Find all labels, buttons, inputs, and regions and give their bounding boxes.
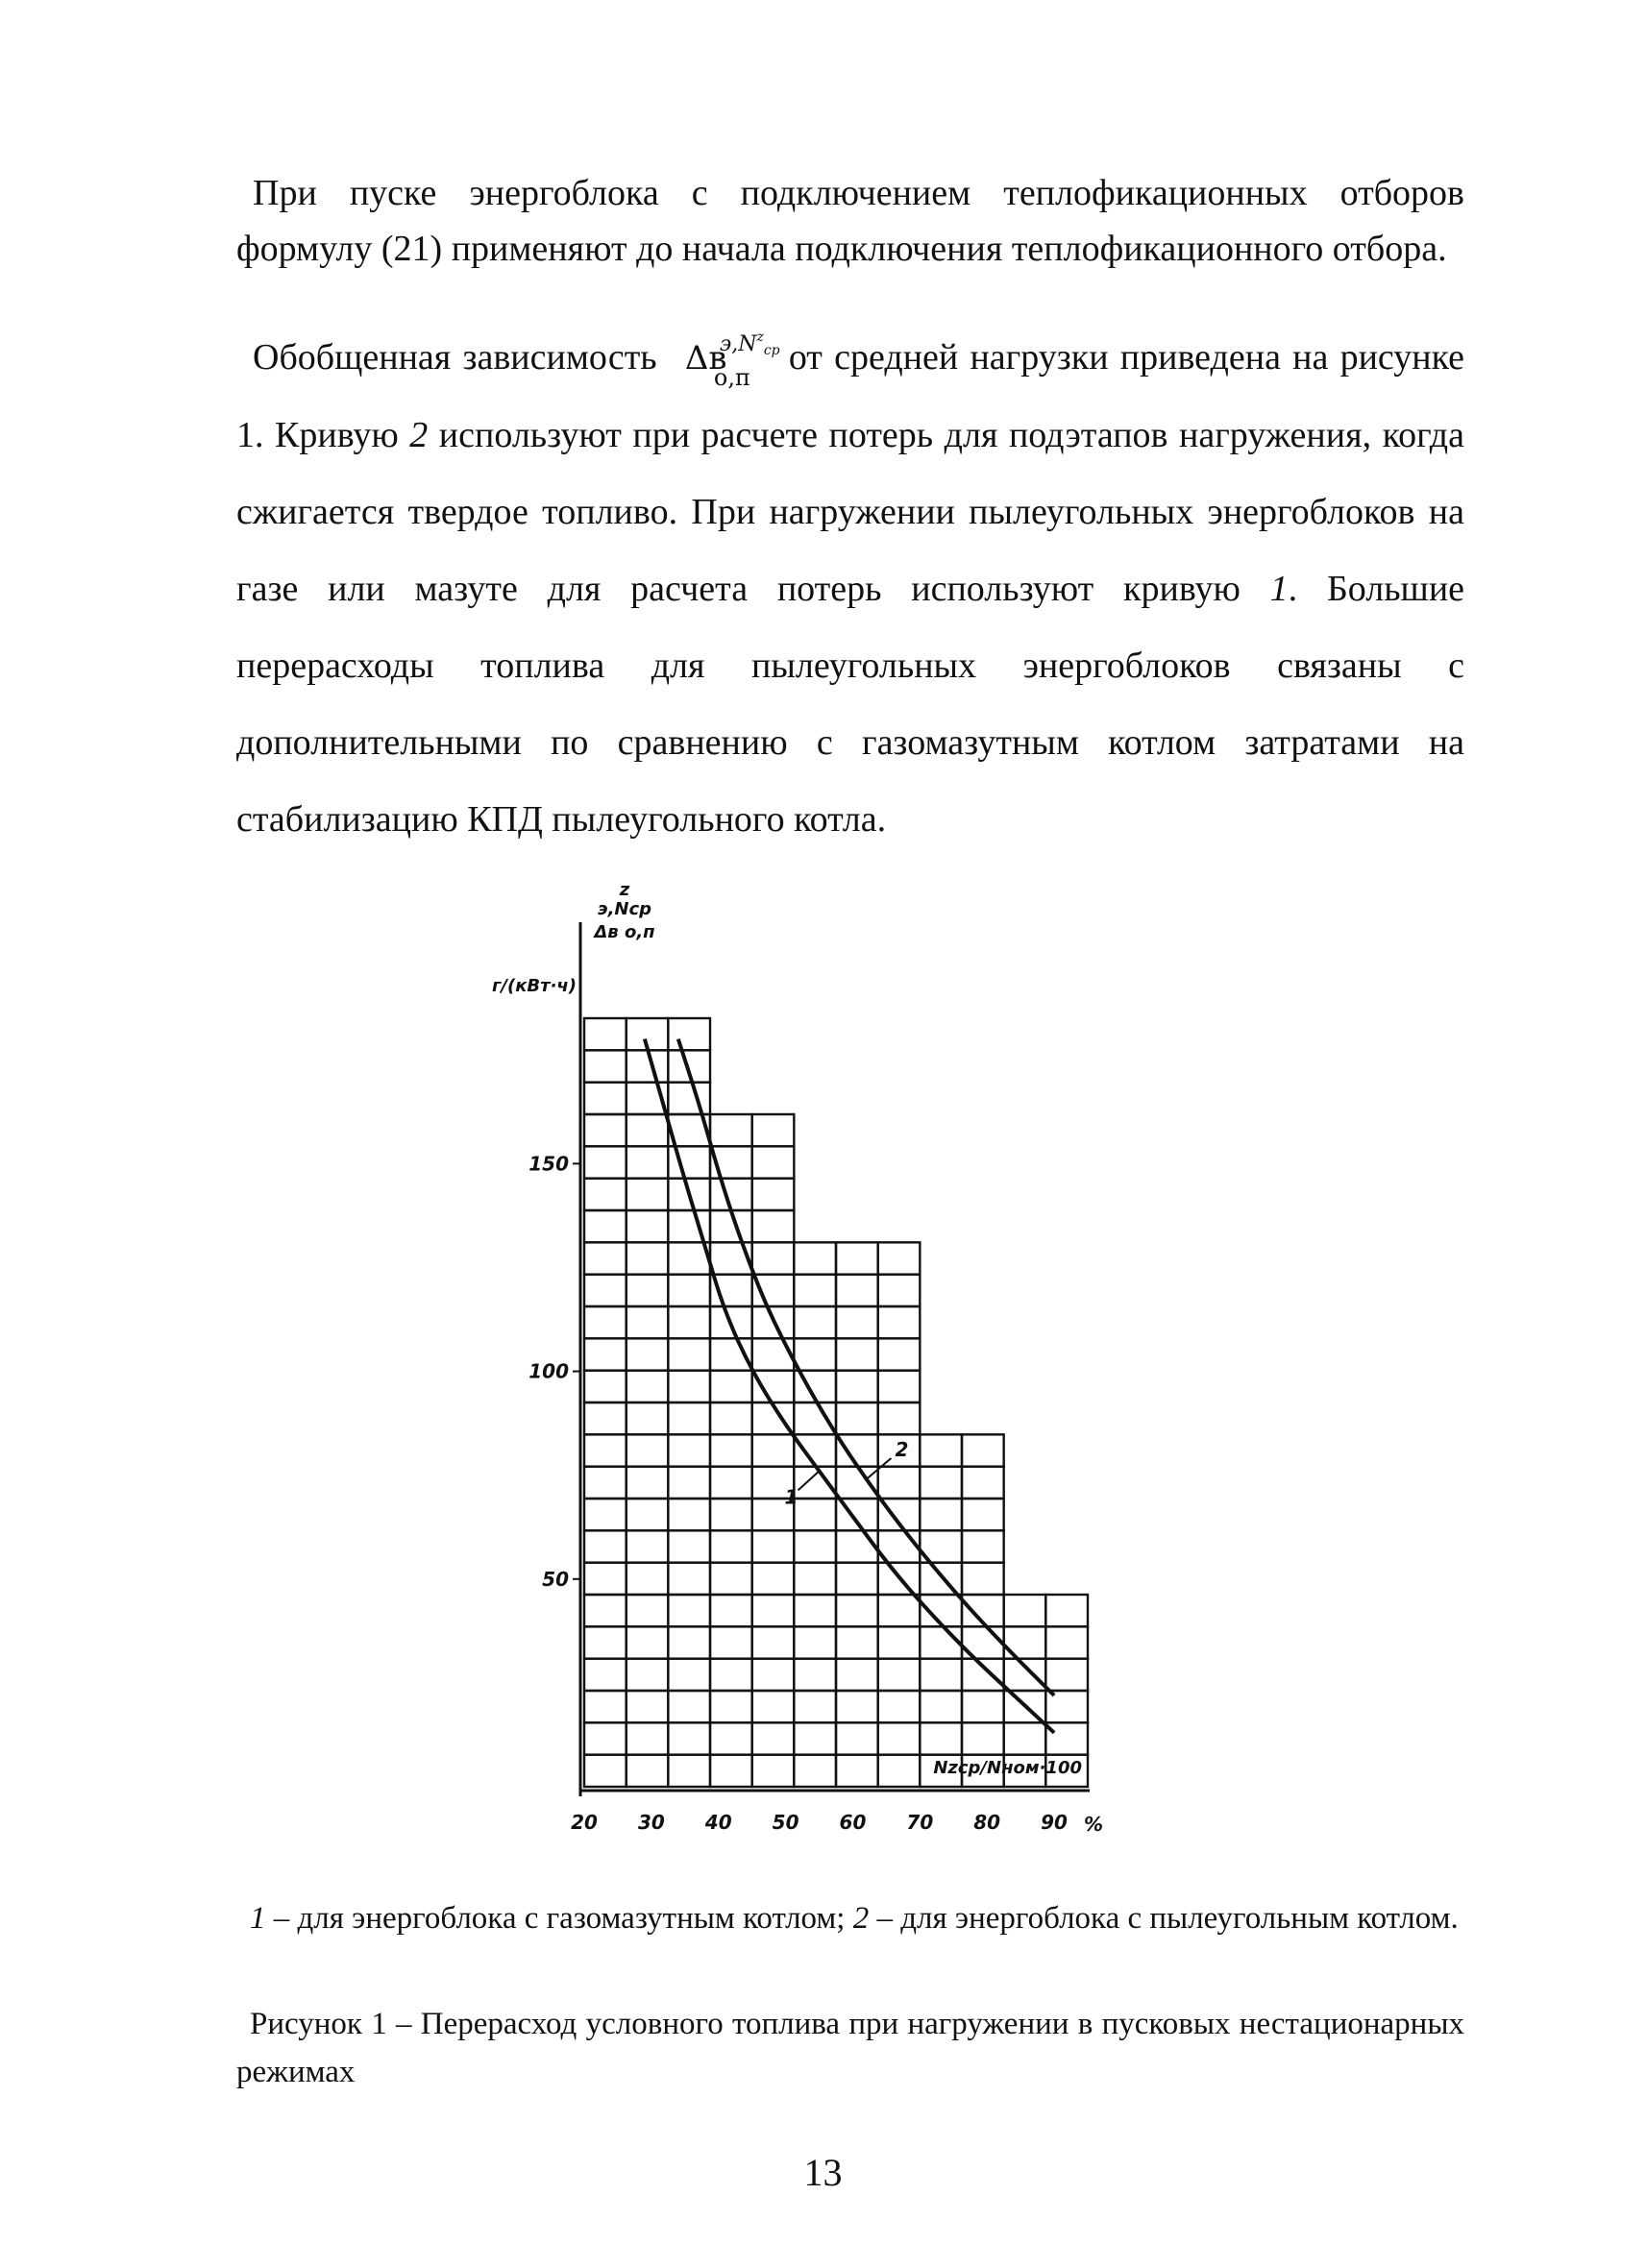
grid-cell (584, 1434, 626, 1466)
grid-cell (878, 1275, 921, 1306)
grid-cell (878, 1402, 921, 1434)
grid-cell (920, 1659, 962, 1691)
paragraph-text-d: . Большие перерасходы топлива для пылеугольных энергоблоков связаны с дополнительными по сравнению с газомазутным котлом затратами на стабилизацию КПД пылеугольного котла. (236, 569, 1465, 840)
grid-cell (710, 1530, 752, 1562)
grid-cell (626, 1563, 669, 1595)
grid-cell (878, 1659, 921, 1691)
grid-cell (626, 1402, 669, 1434)
grid-cell (794, 1722, 836, 1754)
grid-cell (962, 1722, 1004, 1754)
grid-cell (584, 1210, 626, 1242)
grid-cell (584, 1083, 626, 1114)
grid-cell (920, 1499, 962, 1530)
x-tick-label: 50 (772, 1811, 799, 1834)
x-tick-label: 30 (637, 1811, 665, 1834)
grid-cell (584, 1275, 626, 1306)
grid-cell (710, 1371, 752, 1402)
grid-cell (878, 1306, 921, 1338)
grid-cell (920, 1722, 962, 1754)
x-tick-label: 80 (973, 1811, 1001, 1834)
grid-cell (710, 1114, 752, 1146)
curve-2-label: 2 (895, 1438, 909, 1461)
grid-cell (878, 1722, 921, 1754)
grid-cell (836, 1242, 878, 1274)
grid-cell (668, 1275, 710, 1306)
grid-cell (668, 1018, 710, 1050)
grid-cell (794, 1306, 836, 1338)
grid-cell (878, 1371, 921, 1402)
grid-cell (626, 1722, 669, 1754)
grid-cell (710, 1626, 752, 1658)
chart-curves (645, 1039, 1054, 1733)
grid-cell (584, 1530, 626, 1562)
paragraph-text-b: от средней нагрузки приведена на рисунке 1. Кривую (236, 337, 1465, 455)
grid-cell (626, 1050, 669, 1082)
y-label-mid: э,Nср (597, 899, 652, 919)
grid-cell (668, 1722, 710, 1754)
grid-cell (836, 1722, 878, 1754)
grid-cell (794, 1499, 836, 1530)
grid-cell (878, 1338, 921, 1370)
grid-cell (794, 1626, 836, 1658)
grid-cell (668, 1626, 710, 1658)
grid-cell (1004, 1595, 1046, 1626)
grid-cell (794, 1338, 836, 1370)
fuel-overuse-chart (492, 880, 1115, 1854)
grid-cell (794, 1595, 836, 1626)
grid-cell (878, 1595, 921, 1626)
y-tick-label: 150 (528, 1152, 569, 1176)
grid-cell (752, 1242, 795, 1274)
grid-cell (626, 1626, 669, 1658)
grid-cell (794, 1434, 836, 1466)
grid-cell (584, 1179, 626, 1210)
grid-cell (710, 1755, 752, 1787)
grid-cell (626, 1114, 669, 1146)
grid-cell (584, 1402, 626, 1434)
grid-cell (584, 1306, 626, 1338)
grid-cell (794, 1530, 836, 1562)
grid-cell (836, 1755, 878, 1787)
grid-cell (626, 1371, 669, 1402)
curve-1-label: 1 (784, 1485, 798, 1509)
grid-cell (584, 1691, 626, 1722)
grid-cell (1045, 1659, 1088, 1691)
grid-cell (752, 1595, 795, 1626)
grid-cell (626, 1659, 669, 1691)
grid-cell (836, 1467, 878, 1499)
grid-cell (962, 1563, 1004, 1595)
grid-cell (878, 1691, 921, 1722)
grid-cell (836, 1402, 878, 1434)
grid-cell (584, 1050, 626, 1082)
grid-cell (920, 1434, 962, 1466)
grid-cell (710, 1467, 752, 1499)
grid-cell (962, 1499, 1004, 1530)
figure-legend: 1 – для энергоблока с газомазутным котлом; 2 – для энергоблока с пылеугольным котлом. (250, 1901, 1459, 1936)
grid-cell (752, 1114, 795, 1146)
grid-cell (836, 1530, 878, 1562)
grid-cell (836, 1371, 878, 1402)
grid-cell (668, 1083, 710, 1114)
grid-cell (752, 1210, 795, 1242)
x-tick-label: 20 (571, 1811, 598, 1834)
grid-cell (878, 1755, 921, 1787)
grid-cell (1045, 1626, 1088, 1658)
grid-cell (836, 1434, 878, 1466)
grid-cell (626, 1467, 669, 1499)
grid-cell (668, 1338, 710, 1370)
grid-cell (584, 1146, 626, 1178)
grid-cell (1045, 1595, 1088, 1626)
grid-cell (752, 1563, 795, 1595)
paragraph-text-c: используют при расчете потерь для подэтапов нагружения, когда сжигается твердое топливо. При нагружении пылеугольных энергоблоков на газе или мазуте для расчета потерь используют кривую (236, 415, 1465, 609)
grid-cell (752, 1146, 795, 1178)
grid-cell (584, 1018, 626, 1050)
grid-cell (836, 1659, 878, 1691)
grid-cell (626, 1242, 669, 1274)
paragraph-text-a: Обобщенная зависимость (253, 337, 657, 378)
grid-cell (710, 1595, 752, 1626)
grid-cell (710, 1691, 752, 1722)
grid-cell (962, 1691, 1004, 1722)
y-tick-label: 100 (528, 1359, 569, 1383)
y-unit-label: г/(кВт·ч) (492, 976, 577, 996)
grid-cell (626, 1755, 669, 1787)
grid-cell (836, 1595, 878, 1626)
paragraph-startup: При пуске энергоблока с подключением теплофикационных отборов формулу (21) применяют до начала подключения теплофикационного отбора. (236, 173, 1464, 269)
x-tick-label: 40 (704, 1811, 732, 1834)
grid-cell (1045, 1722, 1088, 1754)
y-label-top: z (619, 880, 630, 900)
figure-title: Рисунок 1 – Перерасход условного топлива при нагружении в пусковых нестационарных режимах (236, 2007, 1464, 2089)
grid-cell (920, 1467, 962, 1499)
grid-cell (668, 1755, 710, 1787)
grid-cell (626, 1275, 669, 1306)
x-tick-label: 60 (839, 1811, 867, 1834)
grid-cell (710, 1402, 752, 1434)
grid-cell (626, 1530, 669, 1562)
grid-cell (710, 1434, 752, 1466)
curve2-ref: 2 (409, 415, 429, 455)
grid-cell (668, 1563, 710, 1595)
y-label-symbol: Δв о,п (594, 922, 655, 942)
grid-cell (752, 1626, 795, 1658)
grid-cell (962, 1467, 1004, 1499)
grid-cell (626, 1146, 669, 1178)
grid-cell (668, 1530, 710, 1562)
grid-cell (752, 1530, 795, 1562)
grid-cell (962, 1434, 1004, 1466)
grid-cell (1004, 1659, 1046, 1691)
grid-cell (752, 1179, 795, 1210)
grid-cell (668, 1402, 710, 1434)
x-unit-label: % (1083, 1813, 1104, 1836)
grid-cell (584, 1499, 626, 1530)
grid-cell (626, 1434, 669, 1466)
grid-cell (710, 1499, 752, 1530)
x-tick-label: 90 (1041, 1811, 1068, 1834)
grid-cell (668, 1467, 710, 1499)
grid-cell (794, 1691, 836, 1722)
grid-cell (836, 1626, 878, 1658)
y-tick-label: 50 (542, 1567, 569, 1591)
grid-cell (584, 1755, 626, 1787)
grid-cell (794, 1563, 836, 1595)
grid-cell (794, 1755, 836, 1787)
grid-cell (794, 1242, 836, 1274)
curve-1-leader (798, 1471, 820, 1490)
grid-cell (668, 1306, 710, 1338)
grid-cell (962, 1530, 1004, 1562)
grid-cell (752, 1338, 795, 1370)
grid-cell (626, 1210, 669, 1242)
grid-cell (1004, 1722, 1046, 1754)
grid-cell (710, 1563, 752, 1595)
grid-cell (668, 1434, 710, 1466)
grid-cell (668, 1595, 710, 1626)
grid-cell (584, 1242, 626, 1274)
grid-cell (920, 1626, 962, 1658)
grid-cell (584, 1563, 626, 1595)
chart-grid (584, 1018, 1088, 1787)
grid-cell (668, 1659, 710, 1691)
grid-cell (626, 1306, 669, 1338)
curve1-ref: 1 (1269, 569, 1289, 609)
grid-cell (584, 1114, 626, 1146)
grid-cell (626, 1595, 669, 1626)
grid-cell (584, 1626, 626, 1658)
page-number: 13 (803, 2151, 843, 2194)
grid-cell (794, 1659, 836, 1691)
grid-cell (836, 1275, 878, 1306)
grid-cell (668, 1146, 710, 1178)
curve-2 (678, 1039, 1054, 1695)
grid-cell (962, 1659, 1004, 1691)
grid-cell (920, 1691, 962, 1722)
grid-cell (626, 1179, 669, 1210)
grid-cell (794, 1402, 836, 1434)
grid-cell (710, 1659, 752, 1691)
grid-cell (668, 1371, 710, 1402)
grid-cell (584, 1722, 626, 1754)
grid-cell (794, 1275, 836, 1306)
grid-cell (626, 1499, 669, 1530)
curve-1 (645, 1039, 1054, 1733)
grid-cell (836, 1691, 878, 1722)
grid-cell (584, 1659, 626, 1691)
grid-cell (668, 1499, 710, 1530)
grid-cell (752, 1659, 795, 1691)
grid-cell (584, 1467, 626, 1499)
grid-cell (752, 1691, 795, 1722)
grid-cell (626, 1338, 669, 1370)
grid-cell (584, 1595, 626, 1626)
grid-cell (584, 1338, 626, 1370)
grid-cell (836, 1306, 878, 1338)
grid-cell (836, 1338, 878, 1370)
grid-cell (668, 1691, 710, 1722)
grid-cell (584, 1371, 626, 1402)
grid-cell (752, 1434, 795, 1466)
delta-symbol: Δв $э,N^zср$ о,п (684, 329, 780, 391)
x-tick-label: 70 (906, 1811, 934, 1834)
grid-cell (878, 1242, 921, 1274)
grid-cell (752, 1722, 795, 1754)
grid-cell (878, 1467, 921, 1499)
grid-cell (710, 1722, 752, 1754)
paragraph-dependency (236, 319, 1464, 858)
grid-cell (878, 1626, 921, 1658)
grid-cell (836, 1563, 878, 1595)
x-axis-label: Nzср/Nном·100 (933, 1758, 1082, 1778)
grid-cell (752, 1755, 795, 1787)
grid-cell (752, 1371, 795, 1402)
grid-cell (626, 1691, 669, 1722)
